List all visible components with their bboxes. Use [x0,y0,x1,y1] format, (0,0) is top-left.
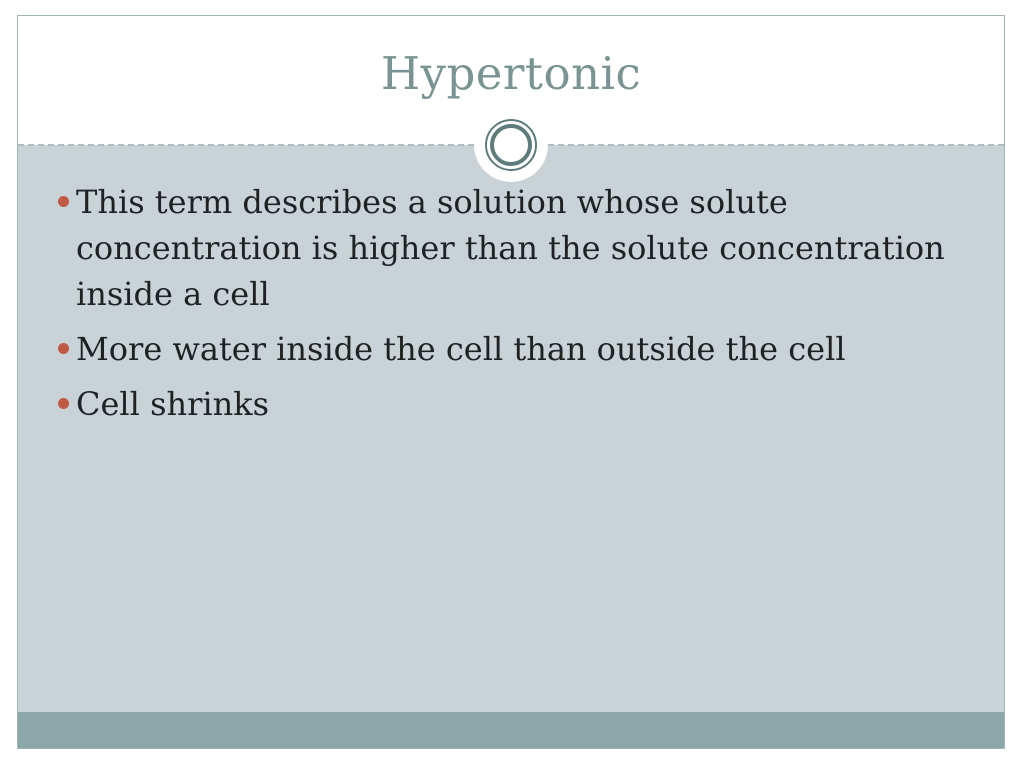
bullet-text: More water inside the cell than outside the cell [76,330,846,368]
slide-title: Hypertonic [380,46,642,100]
bullet-text: This term describes a solution whose solute concentration is higher than the solute concentration inside a cell [76,183,945,313]
bullet-dot-icon [58,343,69,354]
bullet-text: Cell shrinks [76,385,270,423]
bullet-item [76,326,1002,372]
bullet-item [76,381,1002,427]
circle-ornament-inner-ring [490,124,532,166]
slide [17,15,1005,749]
footer-band [18,712,1004,748]
bullet-dot-icon [58,196,69,207]
bullet-list [76,179,1002,427]
bullet-item [76,179,1002,317]
slide-body [18,145,1004,712]
circle-ornament-icon [474,108,548,182]
bullet-dot-icon [58,398,69,409]
circle-ornament-outer-ring [485,119,537,171]
